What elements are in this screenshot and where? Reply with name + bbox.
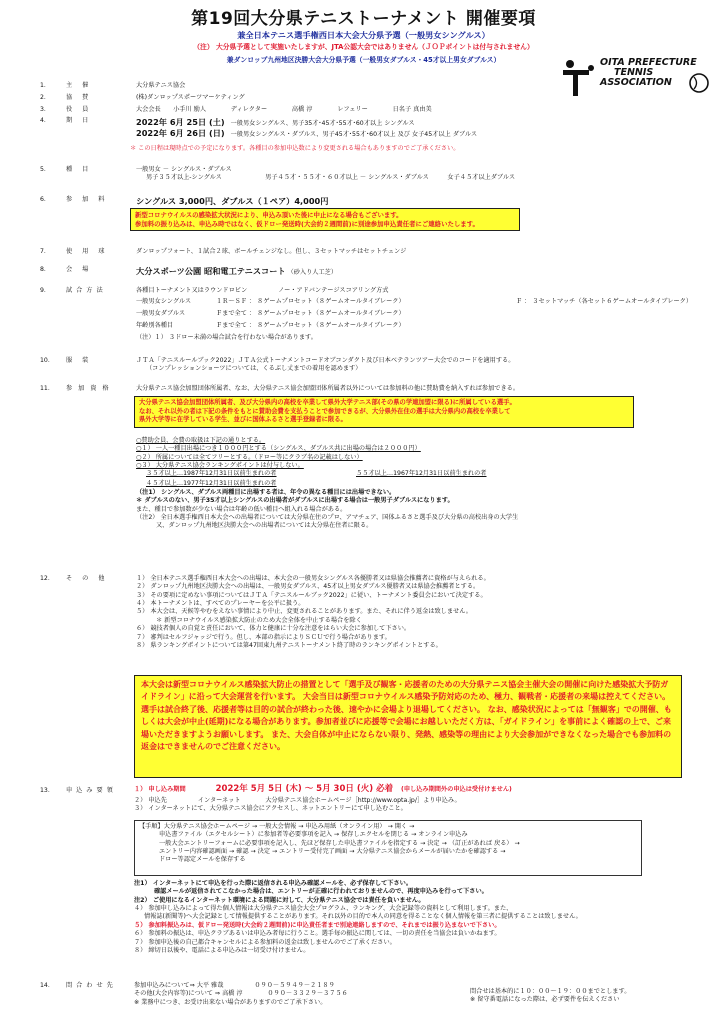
- fee-notice-2: 参加料の振り込みは、申込み時ではなく、仮ドロー発送時(大会約２週間前)に別途参加申込責任者にご連絡いたします。: [135, 219, 479, 228]
- date-2-events: 一般男女シングルス・ダブルス、男子45才･55才･60才以上 及び 女子45才以上 ダブルス: [230, 131, 478, 139]
- sponsor-value: (株)ダンロップスポーツマーケティング: [136, 94, 245, 101]
- application-destination: ２） 申込先 インターネット 大分県テニス協会ホームページ［http://www.opta.jp/］より申込み。 ３） インターネットにて、大分県テニス協会にアクセスし、ネットエントリーにて申し込むこと。: [134, 797, 461, 813]
- venue-value: 大分スポーツ公園 昭和電工テニスコート: [136, 266, 286, 276]
- attire-line-2: （コンプレッションショーツについては、くるぶし丈までの着用を認めます）: [146, 365, 362, 373]
- section-events: 5． 種 目 一般男女 － シングルス・ダブルス 男子３５才以上-シングルス 男子４５才・５５才・６０才以上 － シングルス・ダブルス 女子４５才以上ダブルス: [40, 166, 709, 190]
- section-dates: 4． 期 日 2022年 6月 25日 (土) 一般男女シングルス、男子35才･45才･55才･60才以上 シングルス 2022年 6月 26日 (日) 一般男女シングルス・ダブルス、男子45才･55才･60才以上 及び 女子45才以上 ダブルス: [40, 117, 478, 139]
- logo-line-2: TENNIS: [614, 66, 654, 78]
- date-1-events: 一般男女シングルス、男子35才･45才･55才･60才以上 シングルス: [230, 120, 415, 127]
- attire-line-1: ＪＴＡ「テニスルールブック2022」ＪＴＡ公式トーナメントコードオブコンダクト及び日本ベテランツアー大会でのコードを適用する。: [136, 357, 515, 364]
- organizer-value: 大分県テニス協会: [136, 82, 186, 89]
- application-notes: 注1） インターネットにて申込を行った際に返信される申込み確認メールを、必ず保存して下さい。 確認メールが返信されてこなかった場合は、エントリーが正確に行われておりませんので、再度申込みを行って下さい。 注2） ご使用になるインターネット環境による問題に対して、大分県テニス協会では責任を負いません。 ４） 参加申し込みによって得た個人情報は大分県テニス協会大会プログラム、ランキング、大会記録等の資料として利用します。また、 情報誌(新聞等)へ大会記録として情報提供することがあります。それ以外の目的で本人の同意を得ることなく個人情報を第三者に提供することは致しません。 ５） 参加料振込みは、仮ドロー発送時(大会約２週間前)に申込責任者まで別途連絡しますので、それまでは振り込まないで下さい。 ６） 参加料の振込は、申込クラブあるいは申込み者毎に行うこと。選手毎の振込に関しては、一切の責任を当協会は負いかねます。 ７） 参加申込後の自己都合キャンセルによる参加料の返金は致しませんのでご了承ください。 ８） 締切日以後や、電話による申込みは一切受け付けません。: [134, 880, 582, 954]
- subtitle-note: （注） 大分県予選として実施いたしますが、JTA公認大会ではありません（ＪＯＰポイントは付与されません）: [193, 43, 534, 51]
- format-row-doubles: 一般男女ダブルス Ｆまで全て ： ８ゲームプロセット（８ゲームオールタイブレーク）: [136, 310, 405, 318]
- section-format: 9． 試 合 方 法 各種目トーナメント又はラウンドロビン ノー・アドバンテージスコアリング方式 一般男女シングルス １Ｒ～ＳＦ ： ８ゲームプロセット（８ゲームオールタイブレーク） Ｆ ： ３セットマッチ（各セット６ゲームオールタイブレーク） 一般男女ダブルス Ｆまで全て ： ８ゲームプロセット（８ゲームオールタイブレーク） 年齢別各種目 Ｆまで全て ： ８ゲームプロセット（８ゲームオールタイブレーク） （注）１） ３ドロー未満の場合試合を行わない場合があります。: [40, 287, 709, 353]
- schedule-warning: ＊ この日程は現時点での予定になります。各種目の参加申込数により変更される場合もありますのでご了承ください。: [130, 145, 460, 152]
- logo-line-3: ASSOCIATION: [600, 76, 672, 88]
- ball-value: ダンロップフォート、１試合２球、ボールチェンジなし。但し、３セットマッチはセットチェンジ: [136, 248, 407, 255]
- contact-note: ※ 業務中につき、お受け出来ない場合がありますのでご了承下さい。: [134, 998, 327, 1006]
- fee-notice-box: [130, 208, 520, 231]
- eligibility-box: 大分県テニス協会加盟団体所属者、及び大分県内の高校を卒業して県外大学テニス部(その県の学連加盟に限る)に所属している選手。 なお、それ以外の者は下記の条件をもとに賛助会費を支払うことで参加できるが、大分県外在住の選手は大分県内の高校を卒業して 県外大学等に在学している学生、並びに国体ふるさと選手登録者に限る。: [134, 396, 634, 428]
- eligibility-details: ○賛助会員、会費の取扱は下記の通りとする。 ○１） 一人一種目出場につき１０００円とする（シングルス、ダブルス共に出場の場合は２０００円） ○２） 所属については全てフリーとする。（ドロー等にクラブ名の記載はしない） ○３） 大分県テニス協会ランキングポイントは付与しない。 ３５才以上…1987年12月31日以前生まれの者 ５５才以上…1967年12月31日以前生まれの者 ４５才以上…1977年12月31日以前生まれの者 （注1） シングルス、ダブルス両種目に出場する者は、年令の異なる種目には出場できない。 ＊ ダブルスのない、男子35才以上シングルスの出場者がダブルスに出場する場合は一般男子ダブルスになります。 また、種目で参加数が少ない場合は年齢の低い種目へ組入れる場合がある。 （注2） 全日本選手権西日本大会への出場者については大分県在住のプロ、アマチュア、国体ふるさと選手及び大分県の高校出身の大学生 又、ダンロップ九州地区決勝大会への出場者については大分県在住者に限る。: [136, 437, 519, 530]
- date-2: 2022年 6月 26日 (日): [136, 128, 225, 139]
- date-1: 2022年 6月 25日 (土): [136, 117, 225, 127]
- contact-other: その他(大会内容等)について ⇒ 高橋 淳 ０９０－３３２９－３７５６: [134, 990, 348, 998]
- period-note: (申し込み期間外の申込は受付けません): [401, 786, 512, 793]
- page-title: 第19回大分県テニストーナメント 開催要項: [191, 9, 536, 29]
- period-label: １） 申し込み期間: [134, 786, 186, 793]
- format-row-singles: 一般男女シングルス １Ｒ～ＳＦ ： ８ゲームプロセット（８ゲームオールタイブレーク） Ｆ ： ３セットマッチ（各セット６ゲームオールタイブレーク）: [136, 298, 693, 306]
- events-line-1: 一般男女 － シングルス・ダブルス: [136, 166, 232, 173]
- contact-details: [134, 982, 454, 1007]
- contact-hours: 問合せは基本的に１０：００～１９：００までとします。 ※ 留守番電話になった際は、必ず要件を伝えください: [470, 988, 631, 1004]
- application-steps-box: 【手順】大分県テニス協会ホームページ → 一般大会情報 → 申込み用紙（オンライン用） → 開く → 申込書ファイル（エクセルシート）に参加者等必要事項を記入 → 保存しエクセルを閉じる → オンライン申込み 一般大会エントリーフォームに必要事項を記入し、先ほど保存した申込書ファイルを指定する → 決定 → （訂正があれば 戻る） → エントリー内容確認画面 → 確認 → 決定 → エントリー受付完了画面 → 大分県テニス協会からメールが届いたかを確認する → ドロー等認定メールを保存する: [134, 820, 642, 876]
- period-value: 2022年 5月 5日 (木) ～ 5月 30日 (火) 必着: [215, 784, 394, 794]
- fee-value: シングルス 3,000円、ダブルス（１ペア）4,000円: [136, 196, 329, 206]
- subtitle-dunlop-qualifier: 兼ダンロップ九州地区決勝大会大分県予選（一般男女ダブルス・45才以上男女ダブルス）: [226, 56, 501, 64]
- format-row-age: 年齢別各種目 Ｆまで全て ： ８ゲームプロセット（８ゲームオールタイブレーク）: [136, 322, 405, 330]
- eligibility-intro: 大分県テニス協会加盟団体所属者、なお、大分県テニス協会加盟団体所属者以外については参加料の他に賛助費を納入すれば参加できる。: [136, 385, 520, 392]
- format-note: （注）１） ３ドロー未満の場合試合を行わない場合があります。: [136, 334, 317, 342]
- other-items: １） 全日本テニス選手権西日本大会への出場は、本大会の一般男女シングルス各優勝者又は県協会推薦者に資格が与えられる。 ２） ダンロップ九州地区決勝大会への出場は、一般男女ダブルス、45才以上男女ダブルス優勝者又は県協会推薦者とする。 ３） その要項に定めない事項についてはＪＴＡ「テニスルールブック2022」に従い、トーナメント委員会において決定する。 ４） 本トーナメントは、すべてのプレーヤーを公平に扱う。 ５） 本大会は、天候等やむをえない事情により中止、変更されることがあります。また、それに伴う返金は致しません。 ＊ 新型コロナウイルス感染拡大防止のため大会全体を中止する場合を除く ６） 競技者個人の自覚と責任において、体力と健康に十分な注意をはらい大会に参加して下さい。 ７） 審判はセルフジャッジで行う。但し、本部の指示によりＳＣＵで行う場合があります。 ８） 県ランキングポイントについては第47回東九州テニストーナメント終了時のランキングポイントとする。: [136, 575, 490, 649]
- application-period: [134, 784, 714, 795]
- events-line-2: 男子３５才以上-シングルス 男子４５才・５５才・６０才以上 － シングルス・ダブルス 女子４５才以上ダブルス: [146, 174, 516, 182]
- fee-notice-1: 新型コロナウイルスの感染拡大状況により、申込み頂いた後に中止になる場合もございます。: [135, 211, 403, 219]
- officials-value: 大会会長 小手川 励人 ディレクター 高橋 淳 レフェリー 日名子 真由美: [136, 106, 432, 113]
- venue-note: （砂入り人工芝）: [287, 269, 338, 276]
- format-line-1: 各種目トーナメント又はラウンドロビン ノー・アドバンテージスコアリング方式: [136, 287, 389, 294]
- subtitle-national-qualifier: 兼全日本テニス選手権西日本大会大分県予選（一般男女シングルス）: [237, 30, 490, 40]
- section-attire: 10． 服 装 ＪＴＡ「テニスルールブック2022」ＪＴＡ公式トーナメントコードオブコンダクト及び日本ベテランツアー大会でのコードを適用する。 （コンプレッションショーツについては、くるぶし丈までの着用を認めます）: [40, 357, 709, 377]
- logo-line-1: OITA PREFECTURE: [600, 57, 697, 68]
- covid-notice-box: 本大会は新型コロナウイルス感染拡大防止の措置として「選手及び観客・応援者のための大分県テニス協会主催大会の開催に向けた感染拡大予防ガイドライン」に沿って大会運営を行います。 大会当日は新型コロナウイルス感染予防対応のため、極力、観戦者・応援者の来場は控えてください。 選手は試合終了後、応援者等は目的の試合が終わった後、速やかに会場より退場してください。 なお、感染状況によっては「無観客」での開催、もしくは大会が中止(延期)になる場合があります。参加者並びに応援等で会場にお越しいただく方は、「ガイドライン」を事前によく確認の上で、ご来場いただきますようお願いします。 また、大会自体が中止にならない限り、発熱、感染等の理由により大会参加ができなくなった場合でも参加料の返金はできませんのでご注意ください。: [134, 675, 682, 778]
- contact-entry: 参加申込みについて⇒ 大平 雅哉 ０９０－５９４９－２１８９: [134, 982, 335, 989]
